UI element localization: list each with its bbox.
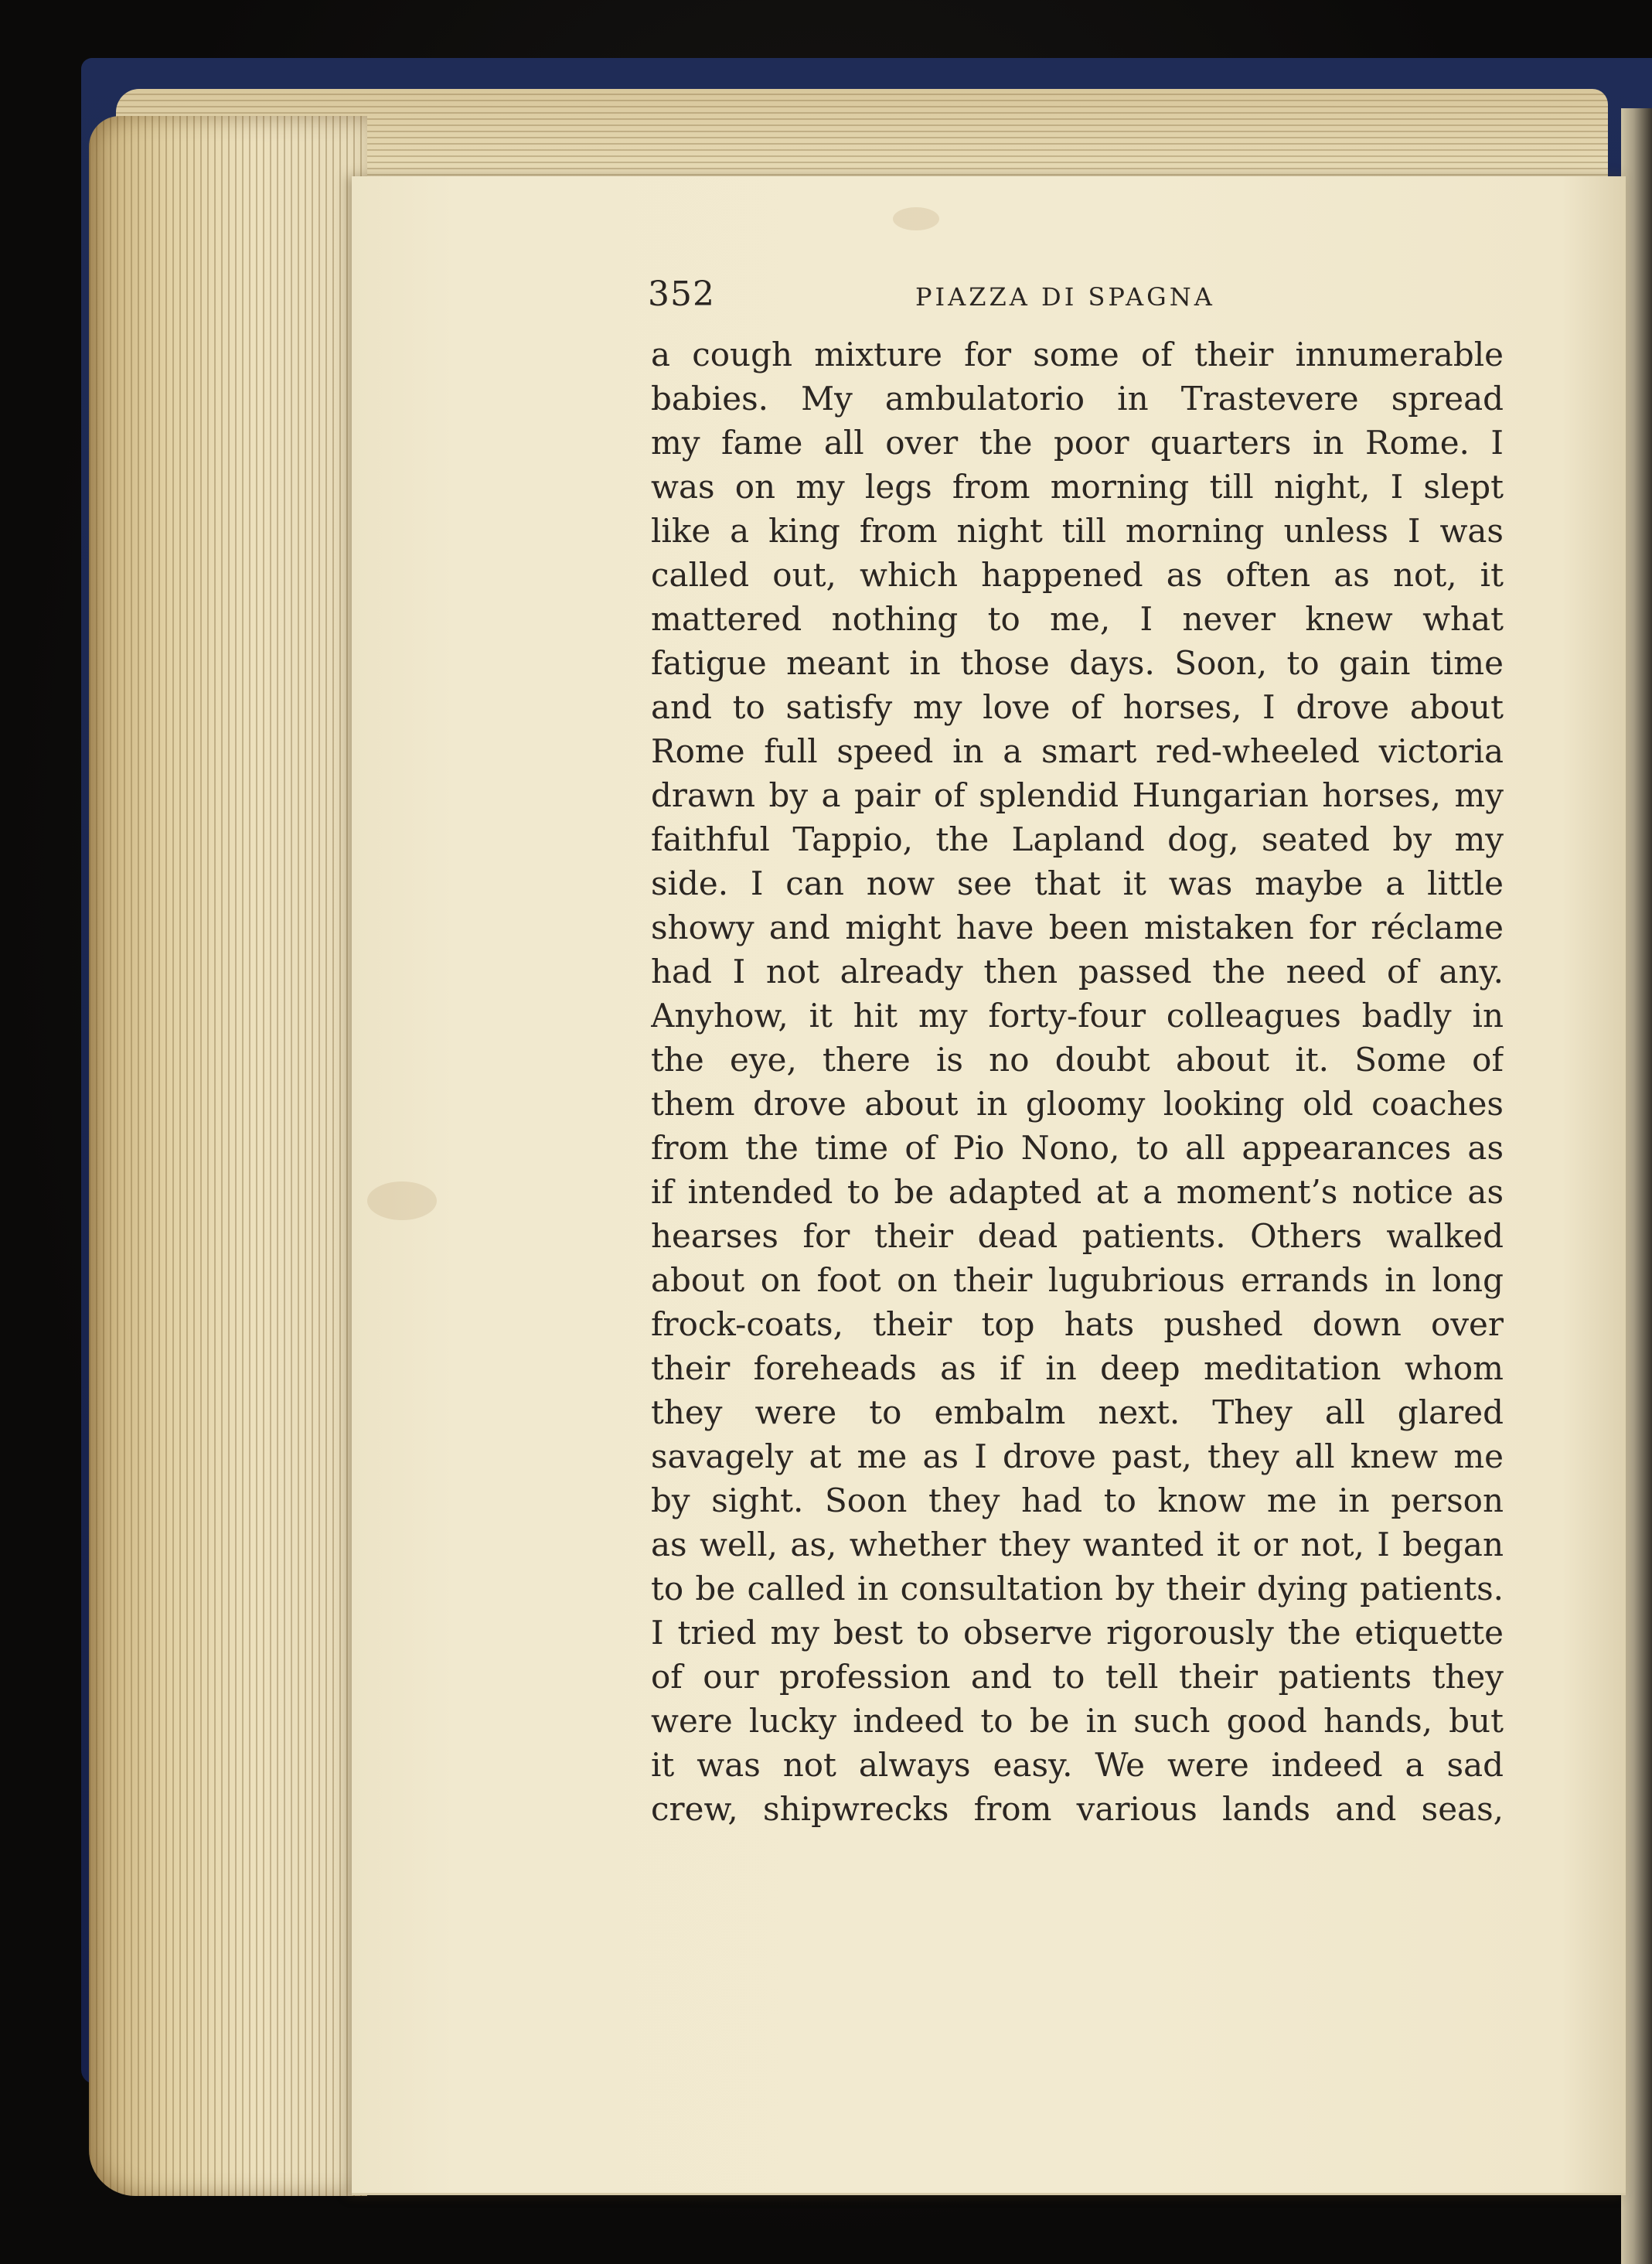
text-line: their foreheads as if in deep meditation whom bbox=[651, 1349, 1504, 1387]
text-line: them drove about in gloomy looking old coaches bbox=[651, 1085, 1504, 1123]
page-header bbox=[648, 274, 1502, 321]
text-line: had I not already then passed the need of any. bbox=[651, 953, 1504, 990]
text-line: hearses for their dead patients. Others walked bbox=[651, 1217, 1504, 1255]
text-line: Rome full speed in a smart red-wheeled victoria bbox=[651, 732, 1504, 770]
text-line: my fame all over the poor quarters in Rome. I bbox=[651, 424, 1504, 462]
text-line: called out, which happened as often as not, it bbox=[651, 556, 1504, 594]
text-line: as well, as, whether they wanted it or not, I began bbox=[651, 1526, 1504, 1563]
text-line: mattered nothing to me, I never knew what bbox=[651, 600, 1504, 638]
gutter-edge bbox=[1621, 108, 1652, 2264]
text-line: Anyhow, it hit my forty-four colleagues badly in bbox=[651, 997, 1504, 1035]
text-line: babies. My ambulatorio in Trastevere spread bbox=[651, 380, 1504, 418]
text-line: crew, shipwrecks from various lands and seas, bbox=[651, 1790, 1504, 1828]
text-line: frock-coats, their top hats pushed down over bbox=[651, 1305, 1504, 1343]
text-line: a cough mixture for some of their innumerable bbox=[651, 336, 1504, 373]
text-line: savagely at me as I drove past, they all knew me bbox=[651, 1437, 1504, 1475]
text-line: it was not always easy. We were indeed a sad bbox=[651, 1746, 1504, 1784]
text-line: was on my legs from morning till night, I slept bbox=[651, 468, 1504, 506]
text-line: by sight. Soon they had to know me in person bbox=[651, 1481, 1504, 1519]
text-line: if intended to be adapted at a moment’s notice as bbox=[651, 1173, 1504, 1211]
text-line: drawn by a pair of splendid Hungarian horses, my bbox=[651, 776, 1504, 814]
text-line: faithful Tappio, the Lapland dog, seated by my bbox=[651, 820, 1504, 858]
running-head: PIAZZA DI SPAGNA bbox=[915, 282, 1215, 312]
text-line: I tried my best to observe rigorously the etiquette bbox=[651, 1614, 1504, 1652]
text-line: showy and might have been mistaken for réclame bbox=[651, 909, 1504, 946]
text-line: about on foot on their lugubrious errands in long bbox=[651, 1261, 1504, 1299]
text-line: to be called in consultation by their dying patients. bbox=[651, 1570, 1504, 1608]
text-line: were lucky indeed to be in such good hands, but bbox=[651, 1702, 1504, 1740]
text-line: like a king from night till morning unless I was bbox=[651, 512, 1504, 550]
page-stain bbox=[893, 207, 939, 230]
text-line: of our profession and to tell their patients they bbox=[651, 1658, 1504, 1696]
body-text bbox=[651, 332, 1504, 1831]
text-line: fatigue meant in those days. Soon, to gain time bbox=[651, 644, 1504, 682]
page-stain bbox=[367, 1181, 437, 1220]
text-line: the eye, there is no doubt about it. Some of bbox=[651, 1041, 1504, 1079]
page-number: 352 bbox=[648, 274, 715, 314]
text-line: side. I can now see that it was maybe a little bbox=[651, 864, 1504, 902]
text-line: from the time of Pio Nono, to all appearances as bbox=[651, 1129, 1504, 1167]
text-line: they were to embalm next. They all glared bbox=[651, 1393, 1504, 1431]
text-line: and to satisfy my love of horses, I drove about bbox=[651, 688, 1504, 726]
fore-page-edges bbox=[89, 116, 367, 2196]
